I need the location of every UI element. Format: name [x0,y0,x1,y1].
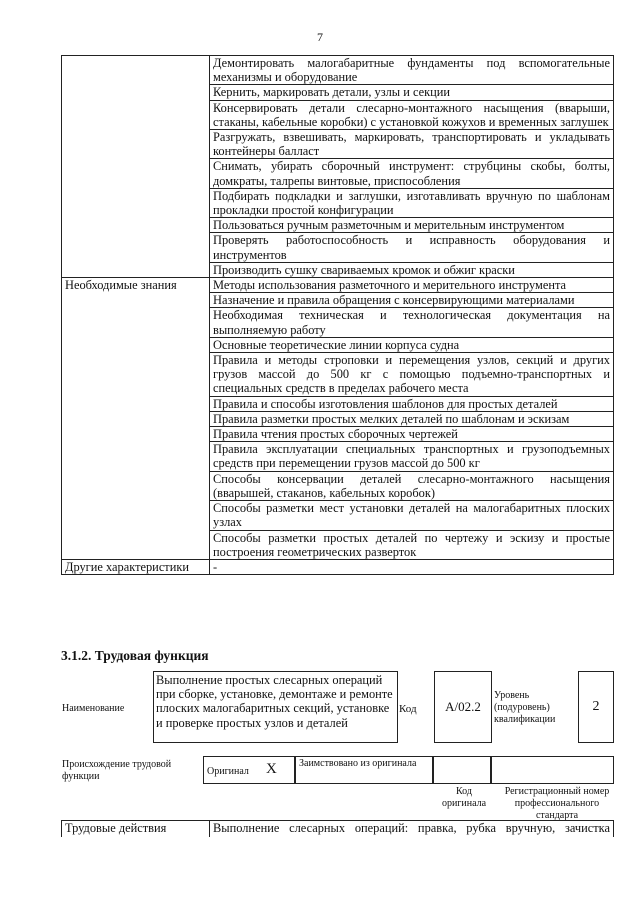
original-label: Оригинал [207,766,249,777]
page-number: 7 [317,30,323,44]
row-group-label: Необходимые знания [62,278,210,560]
origin-label: Происхождение трудовой функции [62,759,172,782]
row-group-label [62,56,210,278]
table-cell: Производить сушку свариваемых кромок и обжиг краски [210,262,614,277]
table-cell: Пользоваться ручным разметочным и мерительным инструментом [210,218,614,233]
level-label: Уровень (подуровень) квалификации [494,690,556,725]
table-cell: Правила эксплуатации специальных транспортных и грузоподъемных средств при перемещении грузов массой до 500 кг [210,442,614,471]
name-label: Наименование [62,703,125,714]
skills-knowledge-table [61,55,614,575]
table-cell: Методы использования разметочного и мерительного инструмента [210,278,614,293]
table-cell: Назначение и правила обращения с консервирующими материалами [210,293,614,308]
registration-number-caption: Регистрационный номер профессионального стандарта [504,786,610,821]
table-cell: Правила разметки простых мелких деталей по шаблонам и эскизам [210,411,614,426]
table-cell: Способы разметки мест установки деталей на малогабаритных плоских узлах [210,501,614,530]
table-cell: Правила чтения простых сборочных чертежей [210,427,614,442]
original-code-caption: Код оригинала [441,786,487,809]
table-cell: Способы консервации деталей слесарно-монтажного насыщения (вварышей, стаканов, кабельных коробок) [210,471,614,500]
actions-label: Трудовые действия [62,821,210,838]
table-row [62,56,614,85]
table-cell: Демонтировать малогабаритные фундаменты под вспомогательные механизмы и оборудование [210,56,614,85]
table-cell: Способы разметки простых деталей по чертежу и эскизу и простые построения геометрических разверток [210,530,614,559]
table-cell: Подбирать подкладки и заглушки, изготавливать вручную по шаблонам прокладки простой конфигурации [210,188,614,217]
table-row [62,278,614,293]
section-title: 3.1.2. Трудовая функция [61,648,209,663]
original-mark: X [266,761,277,777]
borrowed-cell: Заимствовано из оригинала [295,756,433,784]
original-cell [203,756,295,784]
table-cell: Консервировать детали слесарно-монтажного насыщения (вварыши, стаканы, кабельные коробки) с установкой кожухов и временных заглушек [210,100,614,129]
actions-table [61,820,614,837]
table-cell: Снимать, убирать сборочный инструмент: струбцины скобы, болты, домкраты, талрепы винтовые, приспособления [210,159,614,188]
level-value-box: 2 [578,671,614,743]
row-group-label: Другие характеристики [62,559,210,574]
registration-number-cell [491,756,614,784]
code-label: Код [399,703,417,715]
table-cell: Кернить, маркировать детали, узлы и секции [210,85,614,100]
table-cell: Правила и способы изготовления шаблонов для простых деталей [210,396,614,411]
table-cell: Основные теоретические линии корпуса судна [210,337,614,352]
table-cell: Разгружать, взвешивать, маркировать, транспортировать и укладывать контейнеры балласт [210,130,614,159]
actions-first-row: Выполнение слесарных операций: правка, рубка вручную, зачистка [210,821,614,838]
table-row [62,559,614,574]
table-cell: Необходимая техническая и технологическая документация на выполняемую работу [210,308,614,337]
table-cell: Правила и методы строповки и перемещения узлов, секций и других грузов массой до 500 кг с помощью подъемно-транспортных и специальных средств в пределах рабочего места [210,353,614,397]
function-code-box: A/02.2 [434,671,492,743]
original-code-cell [433,756,491,784]
table-cell: Проверять работоспособность и исправность оборудования и инструментов [210,233,614,262]
actions-row [62,821,614,838]
table-cell: - [210,559,614,574]
function-name-box: Выполнение простых слесарных операций при сборке, установке, демонтаже и ремонте плоских малогабаритных секций, установке и проверке простых узлов и деталей [153,671,398,743]
